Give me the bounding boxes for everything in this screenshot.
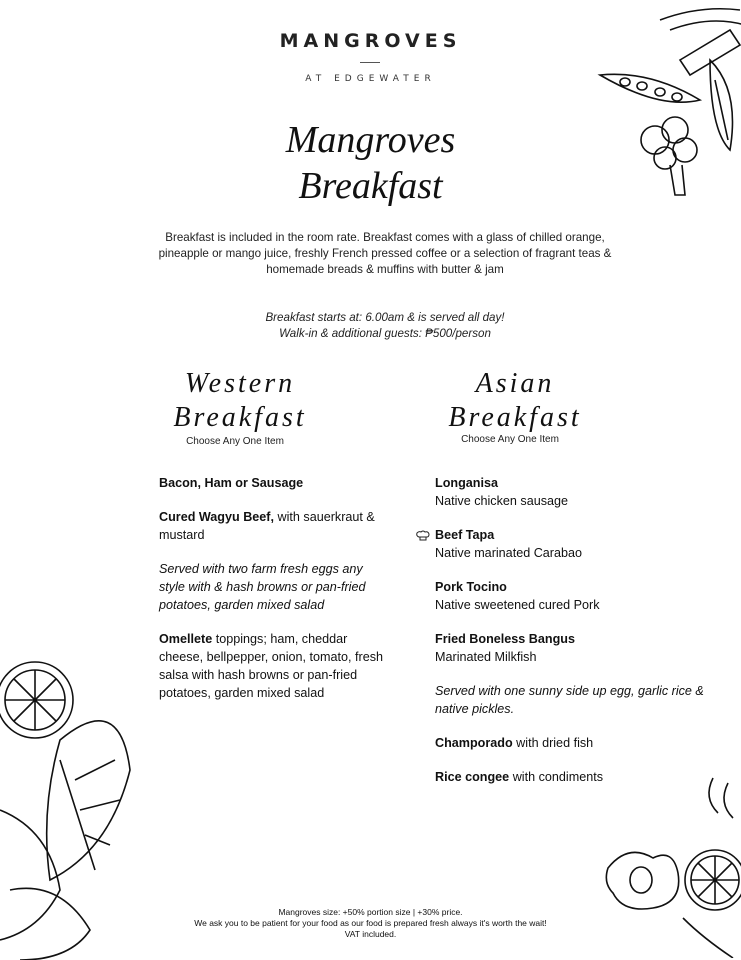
menu-item-name: Longanisa <box>435 476 498 490</box>
brand-divider <box>360 62 380 63</box>
menu-item <box>435 474 735 510</box>
menu-item-name: Rice congee <box>435 770 510 784</box>
served-with-text: Served with one sunny side up egg, garlic rice & native pickles. <box>435 684 704 716</box>
menu-item <box>435 578 735 614</box>
start-time-text: Breakfast starts at: 6.00am & is served all day! <box>265 311 505 324</box>
footer-line: Mangroves size: +50% portion size | +30% price. <box>278 907 463 917</box>
menu-item-name: Fried Boneless Bangus <box>435 632 575 646</box>
intro-text: Breakfast is included in the room rate. Breakfast comes with a glass of chilled orange, pineapple or mango juice, freshly French pressed coffee or a selection of fragrant teas & homemade breads & muffins with butter & jam <box>158 231 612 276</box>
menu-item-desc: Marinated Milkfish <box>435 650 537 664</box>
served-with-text: Served with two farm fresh eggs any style with & hash browns or pan-fried potatoes, garden mixed salad <box>159 562 366 612</box>
western-title-line2: Breakfast <box>173 402 307 433</box>
menu-item-name: Champorado <box>435 736 513 750</box>
menu-item <box>435 526 735 562</box>
service-info <box>140 310 630 342</box>
western-subtitle: Choose Any One Item <box>186 436 284 447</box>
menu-item-desc: with dried fish <box>512 736 594 750</box>
footer-notes <box>0 907 741 940</box>
menu-item <box>159 474 384 492</box>
menu-item-desc: with condiments <box>509 770 603 784</box>
menu-item-desc: Native marinated Carabao <box>435 546 583 560</box>
menu-item <box>159 630 384 702</box>
menu-item-desc: Native chicken sausage <box>435 494 569 508</box>
western-title-line1: Western <box>184 368 296 399</box>
menu-item-desc: toppings; ham, cheddar cheese, bellpepper, onion, tomato, fresh salsa with hash browns or pan-fried potatoes, garden mixed salad <box>159 632 384 700</box>
menu-item <box>435 630 735 666</box>
asian-title-line2: Breakfast <box>448 402 582 433</box>
menu-item-name: Beef Tapa <box>435 528 495 542</box>
brand-subtitle: AT EDGEWATER <box>305 74 436 84</box>
footer-line: VAT included. <box>344 929 397 939</box>
menu-item-name: Bacon, Ham or Sausage <box>159 476 304 490</box>
western-menu <box>159 474 384 718</box>
walk-in-text: Walk-in & additional guests: ₱500/person <box>279 327 491 340</box>
menu-item-name: Omellete <box>159 632 213 646</box>
menu-item <box>435 734 735 752</box>
footer-line: We ask you to be patient for your food as our food is prepared fresh always it's worth the wait! <box>194 918 547 928</box>
menu-item-desc: Native sweetened cured Pork <box>435 598 600 612</box>
page-title-line2: Breakfast <box>298 165 443 207</box>
menu-item-name: Pork Tocino <box>435 580 507 594</box>
menu-item <box>435 768 735 786</box>
chef-hat-icon <box>416 530 430 542</box>
menu-item <box>159 508 384 544</box>
page-title-line1: Mangroves <box>285 119 456 161</box>
asian-subtitle: Choose Any One Item <box>461 434 559 445</box>
menu-item-desc: with sauerkraut & mustard <box>159 510 375 542</box>
menu-item-name: Cured Wagyu Beef, <box>159 510 274 524</box>
asian-menu <box>435 474 735 802</box>
asian-title-line1: Asian <box>475 368 555 399</box>
brand-name: MANGROVES <box>279 30 462 52</box>
